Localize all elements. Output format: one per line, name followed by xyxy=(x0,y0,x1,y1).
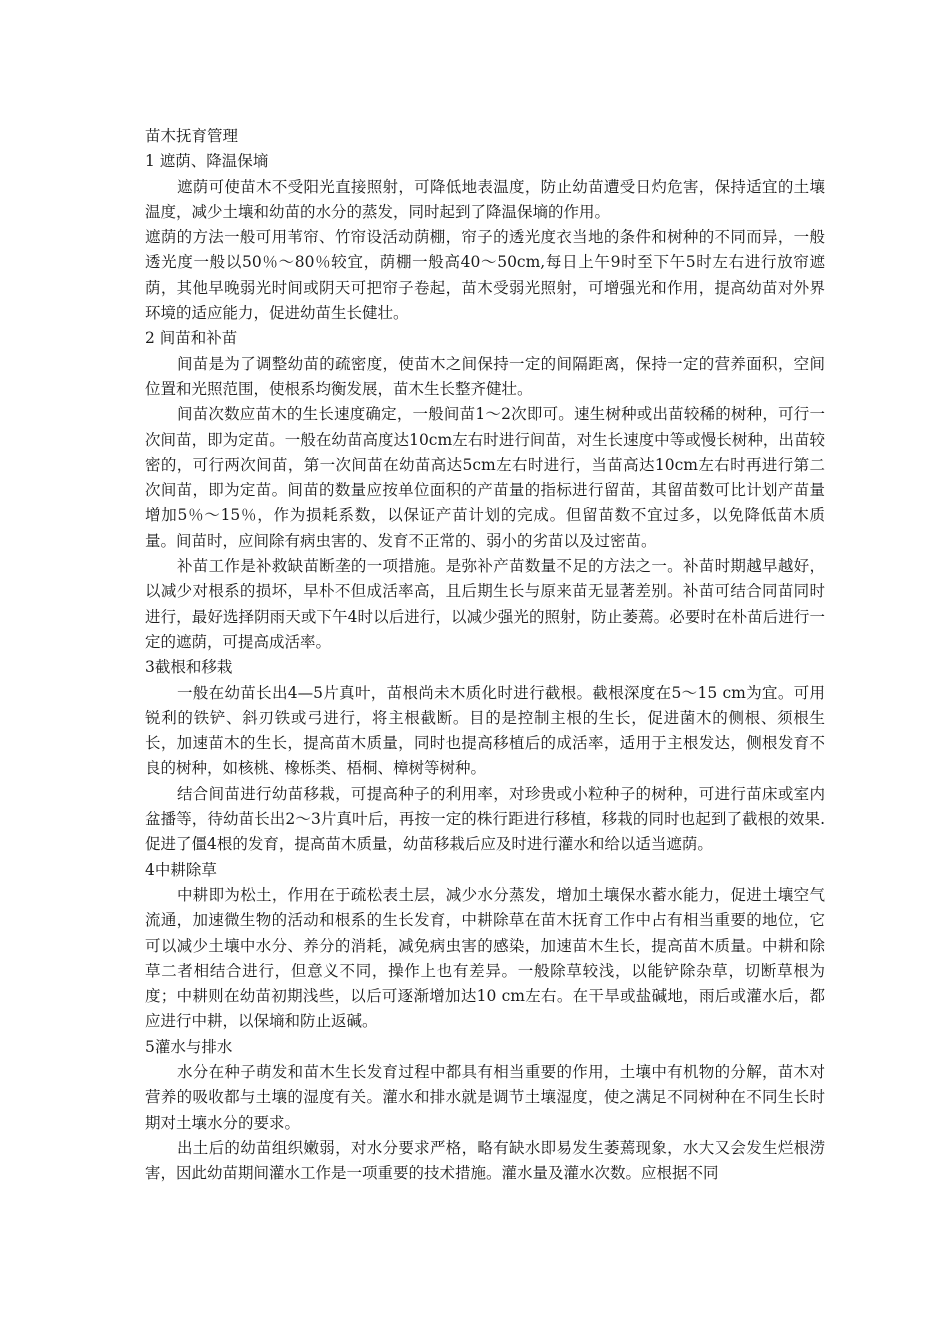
document-title: 苗木抚育管理 xyxy=(145,127,239,145)
section-heading-root-pruning: 3截根和移栽 xyxy=(145,658,233,677)
paragraph: 遮荫可使苗木不受阳光直接照射，可降低地表温度，防止幼苗遭受日灼危害，保持适宜的土壤温度，减少土壤和幼苗的水分的蒸发，同时起到了降温保墒的作用。 xyxy=(145,177,825,221)
paragraph: 补苗工作是补救缺苗断垄的一项措施。是弥补产苗数量不足的方法之一。补苗时期越早越好，以减少对根系的损坏，早朴不但成活率高，且后期生长与原来苗无显著差别。补苗可结合同苗同时进行，最好选择阴雨天或下午4时以后进行，以减少强光的照射，防止萎蔫。必要时在朴苗后进行一定的遮荫，可提高成活率。 xyxy=(145,557,825,651)
paragraph: 结合间苗进行幼苗移栽，可提高种子的利用率，对珍贵或小粒种子的树种，可进行苗床或室内盆播等，待幼苗长出2～3片真叶后，再按一定的株行距进行移植，移栽的同时也起到了截根的效果. 促进了僵4根的发育，提高苗木质量，幼苗移栽后应及时进行灌水和给以适当遮荫。 xyxy=(145,784,825,854)
section-heading-weeding: 4中耕除草 xyxy=(145,860,217,879)
paragraph: 遮荫的方法一般可用苇帘、竹帘设活动荫棚，帘子的透光度衣当地的条件和树种的不同而异，一般透光度一般以50％～80％较宜，荫棚一般高40～50cm,每日上午9时至下午5时左右进行放帘遮荫，其他早晚弱光时间或阴天可把帘子卷起，苗木受弱光照射，可增强光和作用，提高幼苗对外界环境的适应能力，促进幼苗生长健壮。 xyxy=(145,228,825,323)
paragraph: 水分在种子萌发和苗木生长发育过程中都具有相当重要的作用，土壤中有机物的分解，苗木对营养的吸收都与土壤的湿度有关。灌水和排水就是调节土壤湿度，使之满足不同树种在不同生长时期对土壤水分的要求。 xyxy=(145,1062,825,1132)
paragraph: 间苗次数应苗木的生长速度确定，一般间苗1～2次即可。速生树种或出苗较稀的树种，可行一次间苗，即为定苗。一般在幼苗高度达10cm左右时进行间苗，对生长速度中等或慢长树种，出苗较密的，可行两次间苗，第一次间苗在幼苗高达5cm左右时进行，当苗高达10cm左右时再进行第二次间苗，即为定苗。间苗的数量应按单位面积的产苗量的指标进行留苗，其留苗数可比计划产苗量增加5％～15％，作为损耗系数，以保证产苗计划的完成。但留苗数不宜过多，以免降低苗木质量。间苗时，应间除有病虫害的、发育不正常的、弱小的劣苗以及过密苗。 xyxy=(145,405,825,550)
paragraph: 中耕即为松土，作用在于疏松表土层，减少水分蒸发，增加土壤保水蓄水能力，促进土壤空气流通，加速微生物的活动和根系的生长发育，中耕除草在苗木抚育工作中占有相当重要的地位，它可以减少土壤中水分、养分的消耗，减免病虫害的感染，加速苗木生长，提高苗木质量。中耕和除草二者相结合进行，但意义不同，操作上也有差异。一般除草较浅，以能铲除杂草，切断草根为度；中耕则在幼苗初期浅些，以后可逐渐增加达10 cm左右。在干旱或盐碱地，雨后或灌水后，都应进行中耕，以保墒和防止返碱。 xyxy=(145,885,825,1031)
section-heading-irrigation: 5灌水与排水 xyxy=(145,1037,233,1056)
section-heading-shading: 1 遮荫、降温保墒 xyxy=(145,152,269,171)
paragraph: 出土后的幼苗组织嫩弱，对水分要求严格，略有缺水即易发生萎蔫现象，水大又会发生烂根涝害，因此幼苗期间灌水工作是一项重要的技术措施。灌水量及灌水次数。应根据不同 xyxy=(145,1138,825,1183)
paragraph: 一般在幼苗长出4—5片真叶，苗根尚未木质化时进行截根。截根深度在5～15 cm为宜。可用锐利的铁铲、斜刃铁或弓进行，将主根截断。目的是控制主根的生长，促进菌木的侧根、须根生长，加速苗木的生长，提高苗木质量，同时也提高移植后的成活率，适用于主根发达，侧根发育不良的树种，如核桃、橡栎类、梧桐、樟树等树种。 xyxy=(145,683,825,778)
document-page xyxy=(145,124,825,1186)
paragraph: 间苗是为了调整幼苗的疏密度，使苗木之间保持一定的间隔距离，保持一定的营养面积，空间位置和光照范围，使根系均衡发展，苗木生长整齐健壮。 xyxy=(145,354,825,398)
section-heading-thinning: 2 间苗和补苗 xyxy=(145,329,238,348)
